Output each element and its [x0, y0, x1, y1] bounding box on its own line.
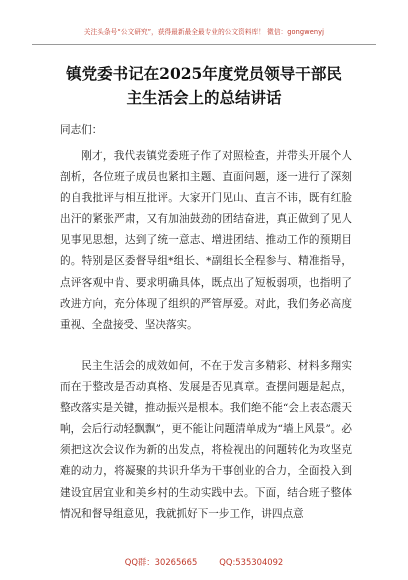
salutation: 同志们： — [60, 124, 103, 136]
footer-qq-group: QQ群：30265665 — [124, 557, 198, 567]
footer-contact — [0, 556, 408, 568]
header-promo-note: 关注头条号“公文研究”，获得最新最全最专业的公文资料库！ 微信：gongwenyj — [83, 28, 325, 36]
document-title — [40, 62, 368, 110]
header-divider — [32, 44, 376, 45]
paragraph-2: 民主生活会的成效如何，不在于发言多精彩、材料多翔实而在于整改是否动真格、发展是否见真章。查摆问题是起点，整改落实是关键，推动振兴是根本。我们绝不能“会上表态震天响，会后行动轻飘飘”，更不能让问题清单成为“墙上风景”。必须把这次会议作为新的出发点，将检视出的问题转化为攻坚克难的动力，将凝聚的共识升华为干事创业的合力，全面投入到建设宜居宜业和美乡村的生动实践中去。下面，结合班子整体情况和督导组意见，我就抓好下一步工作，讲四点意 — [60, 360, 352, 520]
title-line-1: 镇党委书记在2025年度党员领导干部民 — [66, 64, 342, 83]
title-line-2: 主生活会上的总结讲话 — [126, 88, 282, 107]
footer-qq-number: QQ:535304092 — [219, 557, 284, 567]
paragraph-1: 刚才，我代表镇党委班子作了对照检查，并带头开展个人剖析，各位班子成员也紧扣主题、直面问题，逐一进行了深刻的自我批评与相互批评。大家开门见山、直言不讳，既有红脸出汗的紧张严肃，又有加油鼓劲的团结奋进，真正做到了见人见事见思想，达到了统一意志、增进团结、推动工作的预期目的。特别是区委督导组*组长、*副组长全程参与、精准指导，点评客观中肯、要求明确具体，既点出了短板弱项，也指明了改进方向，充分体现了组织的严管厚爱。对此，我们务必高度重视、全盘接受、坚决落实。 — [60, 150, 352, 331]
